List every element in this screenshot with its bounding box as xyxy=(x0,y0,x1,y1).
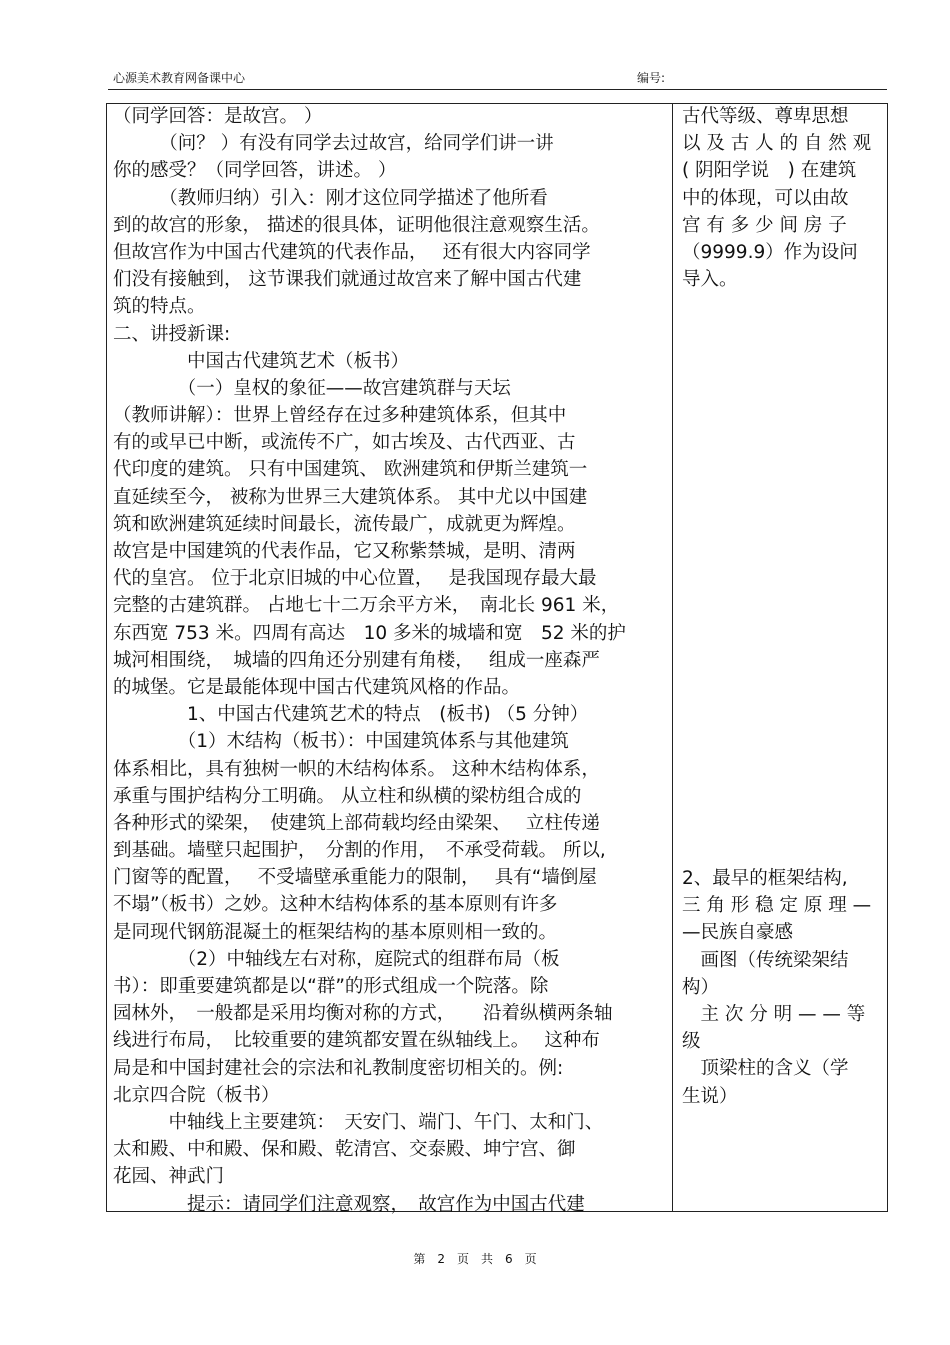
text-line: 有的或早已中断，或流传不广，如古埃及、古代西亚、古 xyxy=(113,432,576,454)
side-notes-top xyxy=(682,103,882,293)
text-line: （问？ ）有没有同学去过故宫，给同学们讲一讲 xyxy=(113,133,554,155)
text-line: 的城堡。它是最能体现中国古代建筑风格的作品。 xyxy=(113,676,521,698)
note-line: —民族自豪感 xyxy=(682,922,794,944)
text-line: 局是和中国封建社会的宗法和礼教制度密切相关的。例: xyxy=(113,1057,564,1079)
text-line: （一）皇权的象征——故宫建筑群与天坛 xyxy=(113,377,511,399)
text-line: 故宫是中国建筑的代表作品，它又称紫禁城，是明、清两 xyxy=(113,541,576,562)
note-line: 2、最早的框架结构, xyxy=(682,868,848,889)
text-line: 完整的古建筑群。 占地七十二万余平方米， 南北长 961 米， xyxy=(113,595,620,617)
text-line: 直延续至今， 被称为世界三大建筑体系。 其中尤以中国建 xyxy=(113,486,588,508)
text-line: 筑的特点。 xyxy=(113,296,206,318)
note-line: 生说） xyxy=(682,1085,738,1107)
main-column xyxy=(113,103,665,1218)
text-line: 代印度的建筑。 只有中国建筑、 欧洲建筑和伊斯兰建筑一 xyxy=(113,459,588,481)
side-notes-bottom xyxy=(682,865,882,1110)
text-line: 北京四合院（板书） xyxy=(113,1084,280,1106)
header-left: 心源美术教育网备课中心 xyxy=(113,71,246,85)
text-line: 代的皇宫。 位于北京旧城的中心位置， 是我国现存最大最 xyxy=(113,568,597,590)
note-line: 构） xyxy=(682,976,720,998)
text-line: 是同现代钢筋混凝土的框架结构的基本原则相一致的。 xyxy=(113,921,558,943)
text-line: 门窗等的配置， 不受墙壁承重能力的限制， 具有“墙倒屋 xyxy=(113,867,597,889)
text-line: 提示：请同学们注意观察， 故宫作为中国古代建 xyxy=(113,1193,585,1215)
text-line: 体系相比，具有独树一帜的木结构体系。 这种木结构体系， xyxy=(113,758,600,780)
note-line: 三 角 形 稳 定 原 理 — xyxy=(682,895,872,917)
text-line: （教师归纳）引入：刚才这位同学描述了他所看 xyxy=(113,187,548,209)
text-line: 线进行布局， 比较重要的建筑都安置在纵轴线上。 这种布 xyxy=(113,1030,600,1052)
text-line: 园林外， 一般都是采用均衡对称的方式， 沿着纵横两条轴 xyxy=(113,1003,613,1025)
note-line: 中的体现，可以由故 xyxy=(682,187,849,209)
text-line: 各种形式的梁架， 使建筑上部荷载均经由梁架、 立柱传递 xyxy=(113,812,600,834)
column-divider xyxy=(672,103,673,1212)
text-line: （同学回答：是故宫。 ） xyxy=(113,106,323,127)
text-line: 书）：即重要建筑都是以“群”的形式组成一个院落。除 xyxy=(113,976,549,997)
note-line: 宫 有 多 少 间 房 子 xyxy=(682,214,847,236)
text-line: 到的故宫的形象， 描述的很具体，证明他很注意观察生活。 xyxy=(113,214,600,236)
note-line: 级 xyxy=(682,1031,701,1053)
note-line: ( 阴阳学说 ) 在建筑 xyxy=(682,160,857,182)
text-line: 筑和欧洲建筑延续时间最长，流传最广，成就更为辉煌。 xyxy=(113,513,576,535)
text-line: （2）中轴线左右对称，庭院式的组群布局（板 xyxy=(113,948,560,970)
page-footer: 第 2 页 共 6 页 xyxy=(413,1252,537,1266)
text-line: 们没有接触到， 这节课我们就通过故宫来了解中国古代建 xyxy=(113,269,582,291)
text-line: 太和殿、中和殿、保和殿、乾清宫、交泰殿、坤宁宫、御 xyxy=(113,1139,576,1161)
note-line: 画图（传统梁架结 xyxy=(682,949,849,971)
text-line: 中国古代建筑艺术（板书） xyxy=(113,350,410,372)
note-line: （9999.9）作为设问 xyxy=(682,241,858,263)
note-line: 古代等级、尊卑思想 xyxy=(682,106,849,127)
text-line: （1）木结构（板书）：中国建筑体系与其他建筑 xyxy=(113,731,569,753)
text-line: 承重与围护结构分工明确。 从立柱和纵横的梁枋组合成的 xyxy=(113,785,582,807)
header-right: 编号: xyxy=(637,71,666,85)
text-line: 你的感受？（同学回答，讲述。 ） xyxy=(113,160,397,182)
note-line: 以 及 古 人 的 自 然 观 xyxy=(682,133,872,155)
text-line: 到基础。墙壁只起围护， 分割的作用， 不承受荷载。 所以, xyxy=(113,840,606,862)
note-line: 导入。 xyxy=(682,269,738,291)
text-line: 中轴线上主要建筑： 天安门、端门、午门、太和门、 xyxy=(113,1111,604,1133)
text-line: 东西宽 753 米。四周有高达 10 多米的城墙和宽 52 米的护 xyxy=(113,622,626,644)
header-rule xyxy=(108,89,887,90)
text-line: （教师讲解）：世界上曾经存在过多种建筑体系，但其中 xyxy=(113,405,567,427)
text-line: 城河相围绕， 城墙的四角还分别建有角楼， 组成一座森严 xyxy=(113,649,600,671)
note-line: 顶梁柱的含义（学 xyxy=(682,1058,849,1080)
text-line: 但故宫作为中国古代建筑的代表作品， 还有很大内容同学 xyxy=(113,241,591,263)
note-line: 主 次 分 明 — — 等 xyxy=(682,1003,866,1025)
text-line: 二、讲授新课: xyxy=(113,323,231,345)
text-line: 1、中国古代建筑艺术的特点 (板书) （5 分钟） xyxy=(113,704,589,726)
text-line: 不塌”（板书）之妙。这种木结构体系的基本原则有许多 xyxy=(113,894,558,916)
text-line: 花园、神武门 xyxy=(113,1166,225,1188)
